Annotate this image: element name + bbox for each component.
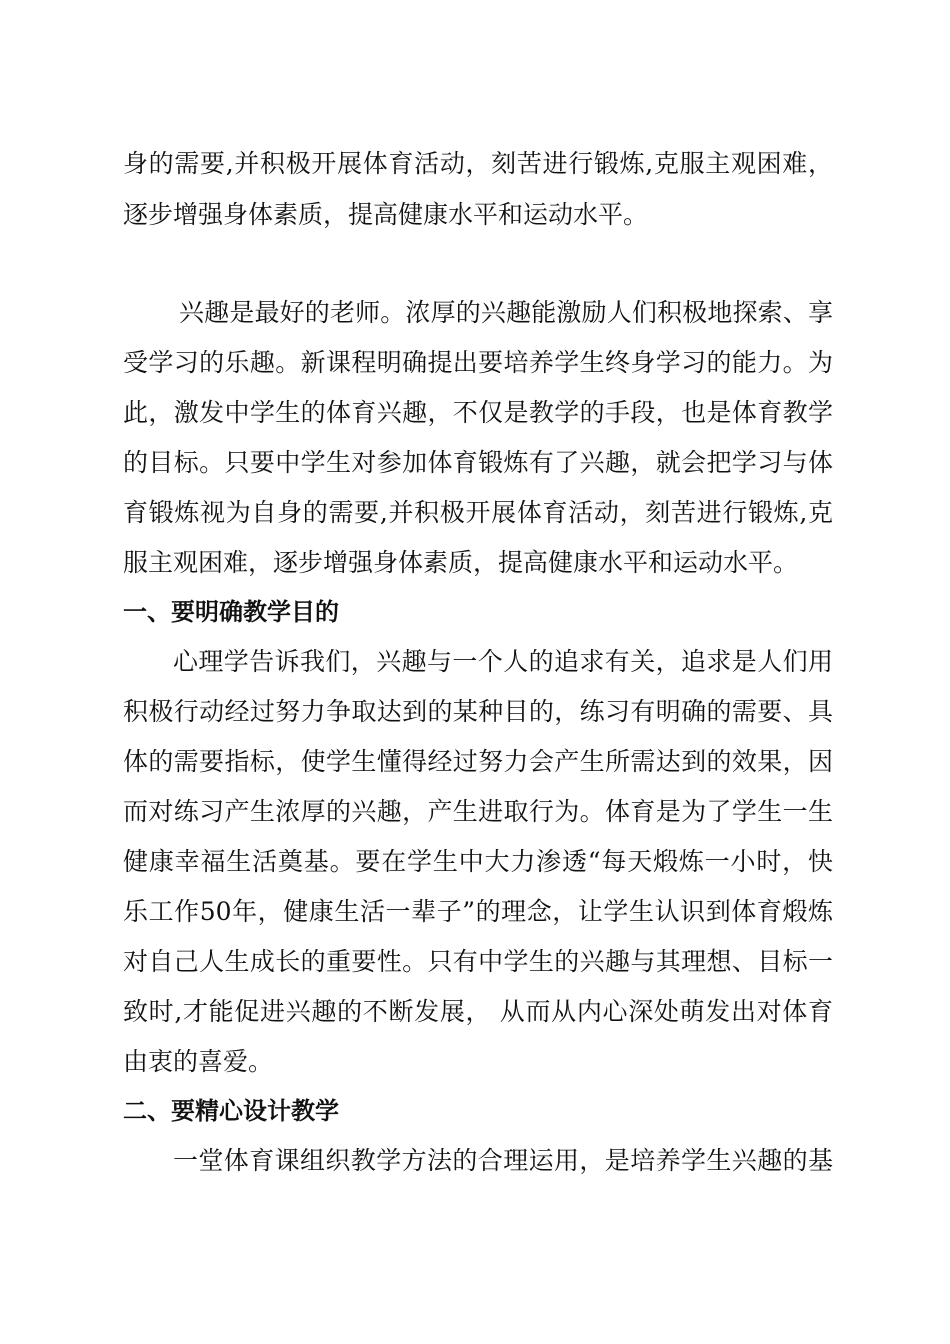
- section-1-line-2: 积极行动经过努力争取达到的某种目的，练习有明确的需要、具: [123, 697, 833, 726]
- section-1-heading: 一、要明确教学目的: [123, 598, 339, 626]
- section-1-line-3: 体的需要指标，使学生懂得经过努力会产生所需达到的效果，因: [123, 747, 833, 776]
- section-1-line-1: 心理学告诉我们，兴趣与一个人的追求有关，追求是人们用: [173, 647, 833, 676]
- continuation-line-1: 身的需要,并积极开展体育活动，刻苦进行锻炼,克服主观困难，: [123, 149, 833, 178]
- intro-line-6: 服主观困难，逐步增强身体素质，提高健康水平和运动水平。: [123, 548, 799, 577]
- section-1-line-8: 致时,才能促进兴趣的不断发展， 从而从内心深处萌发出对体育: [123, 997, 833, 1026]
- intro-line-5: 育锻炼视为自身的需要,并积极开展体育活动，刻苦进行锻炼,克: [123, 498, 833, 527]
- intro-line-4: 的目标。只要中学生对参加体育锻炼有了兴趣，就会把学习与体: [123, 448, 833, 477]
- intro-line-2: 受学习的乐趣。新课程明确提出要培养学生终身学习的能力。为: [123, 348, 833, 377]
- continuation-line-2: 逐步增强身体素质，提高健康水平和运动水平。: [123, 200, 649, 229]
- section-2-heading: 二、要精心设计教学: [123, 1097, 339, 1125]
- section-1-line-9: 由衷的喜爱。: [123, 1047, 274, 1076]
- section-1-line-5: 健康幸福生活奠基。要在学生中大力渗透“每天煅炼一小时，快: [123, 847, 833, 876]
- section-1-line-6: 乐工作50年，健康生活一辈子”的理念，让学生认识到体育煅炼: [123, 897, 833, 926]
- section-2-line-1: 一堂体育课组织教学方法的合理运用，是培养学生兴趣的基: [173, 1146, 833, 1175]
- intro-line-1: 兴趣是最好的老师。浓厚的兴趣能激励人们积极地探索、享: [179, 298, 833, 327]
- intro-line-3: 此，激发中学生的体育兴趣，不仅是教学的手段，也是体育教学: [123, 398, 833, 427]
- section-1-line-7: 对自己人生成长的重要性。只有中学生的兴趣与其理想、目标一: [123, 947, 833, 976]
- section-1-line-4: 而对练习产生浓厚的兴趣，产生进取行为。体育是为了学生一生: [123, 797, 833, 826]
